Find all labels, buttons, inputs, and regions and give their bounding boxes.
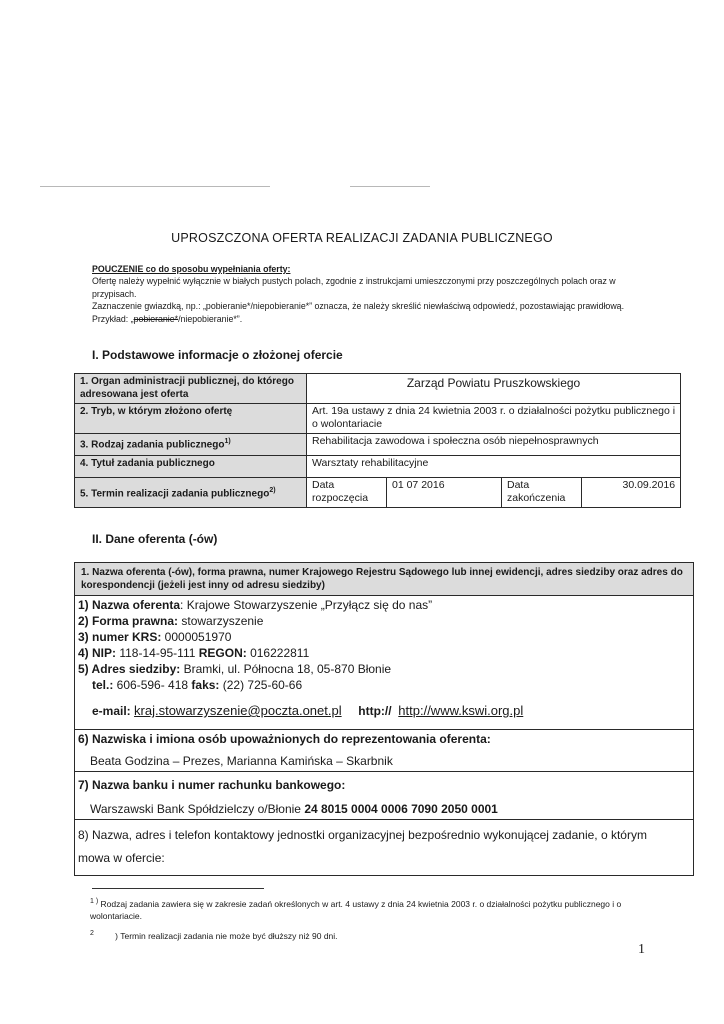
basic-info-table: [74, 373, 681, 508]
phone-fax: tel.: 606-596- 418 faks: (22) 725-60-66: [92, 678, 303, 692]
legal-form: 2) Forma prawna: stowarzyszenie: [78, 614, 264, 628]
section-2-heading: II. Dane oferenta (-ów): [92, 532, 218, 546]
organ-label: 1. Organ administracji publicznej, do którego adresowana jest oferta: [75, 374, 307, 404]
task-title-label: 4. Tytuł zadania publicznego: [75, 456, 307, 478]
offerer-name: 1) Nazwa oferenta: Krajowe Stowarzyszenie „Przyłącz się do nas”: [78, 598, 433, 612]
divider: [75, 771, 693, 772]
website-link[interactable]: http://www.kswi.org.pl: [398, 703, 524, 718]
term-label: 5. Termin realizacji zadania publicznego$^{2)}$: [75, 478, 307, 508]
mode-value: Art. 19a ustawy z dnia 24 kwietnia 2003 r. o działalności pożytku publicznego i o wolontariacie: [307, 404, 681, 434]
section-1-heading: I. Podstawowe informacje o złożonej ofercie: [92, 348, 343, 362]
footnote-2: $^2$ ) Termin realizacji zadania nie może być dłuższy niż 90 dni.: [90, 930, 338, 941]
bank-label: 7) Nazwa banku i numer rachunku bankowego:: [78, 778, 346, 792]
end-date-value: 30.09.2016: [582, 478, 681, 508]
nip-regon: 4) NIP: 118-14-95-111 REGON: 016222811: [78, 646, 310, 660]
krs-number: 3) numer KRS: 0000051970: [78, 630, 232, 644]
divider: [75, 819, 693, 820]
scan-line: [350, 186, 430, 187]
task-type-label: 3. Rodzaj zadania publicznego$^{1)}$: [75, 434, 307, 456]
address: 5) Adres siedziby: Bramki, ul. Północna 18, 05-870 Błonie: [78, 662, 392, 676]
email-www: e-mail: kraj.stowarzyszenie@poczta.onet.pl http:// http://www.kswi.org.pl: [92, 703, 524, 718]
document-title: UPROSZCZONA OFERTA REALIZACJI ZADANIA PUBLICZNEGO: [171, 231, 553, 245]
unit-label-line-2: mowa w ofercie:: [78, 851, 165, 865]
footnote-ref: 1): [224, 438, 231, 445]
representatives-label: 6) Nazwiska i imiona osób upoważnionych do reprezentowania oferenta:: [78, 732, 491, 746]
start-date-value: 01 07 2016: [387, 478, 502, 508]
divider: [75, 729, 693, 730]
start-date-label: Data rozpoczęcia: [307, 478, 387, 508]
instructions-line-2: Zaznaczenie gwiazdką, np.: „pobieranie*/niepobieranie*” oznacza, że należy skreślić niewłaściwą odpowiedź, pozostawiając prawidłową. Przykład: „pobieranie*/niepobieranie*”.: [92, 301, 625, 324]
bank-account: Warszawski Bank Spółdzielczy o/Błonie 24 8015 0004 0006 7090 2050 0001: [90, 802, 498, 816]
representatives-value: Beata Godzina – Prezes, Marianna Kamińska – Skarbnik: [90, 754, 393, 768]
instructions-line-1: Ofertę należy wypełnić wyłącznie w białych pustych polach, zgodnie z instrukcjami umieszczonymi przy poszczególnych polach oraz w przypisach.: [92, 276, 616, 299]
strike-example: pobieranie*: [133, 313, 179, 324]
email-link[interactable]: kraj.stowarzyszenie@poczta.onet.pl: [134, 703, 342, 718]
page-number: 1: [638, 942, 645, 957]
end-date-label: Data zakończenia: [502, 478, 582, 508]
task-type-value: Rehabilitacja zawodowa i społeczna osób niepełnosprawnych: [307, 434, 681, 456]
footnote-1: $^{1 )}$ Rodzaj zadania zawiera się w zakresie zadań określonych w art. 4 ustawy z dnia 24 kwietnia 2003 r. o działalności pożytku publicznego i o wolontariacie.: [90, 898, 622, 921]
footnote-rule: [92, 888, 264, 889]
organ-value: Zarząd Powiatu Pruszkowskiego: [307, 374, 681, 404]
mode-label: 2. Tryb, w którym złożono ofertę: [75, 404, 307, 434]
task-title-value: Warsztaty rehabilitacyjne: [307, 456, 681, 478]
footnote-ref: 2): [269, 487, 276, 495]
scan-line: [40, 186, 270, 187]
offerer-box-header: 1. Nazwa oferenta (-ów), forma prawna, numer Krajowego Rejestru Sądowego lub innej ewidencji, adres siedziby oraz adres do korespondencji (jeżeli jest inny od adresu siedziby): [75, 563, 693, 596]
unit-label-line-1: 8) Nazwa, adres i telefon kontaktowy jednostki organizacyjnej bezpośrednio wykonującej zadanie, o którym: [78, 828, 647, 842]
instructions-heading: POUCZENIE co do sposobu wypełniania oferty:: [92, 264, 291, 274]
